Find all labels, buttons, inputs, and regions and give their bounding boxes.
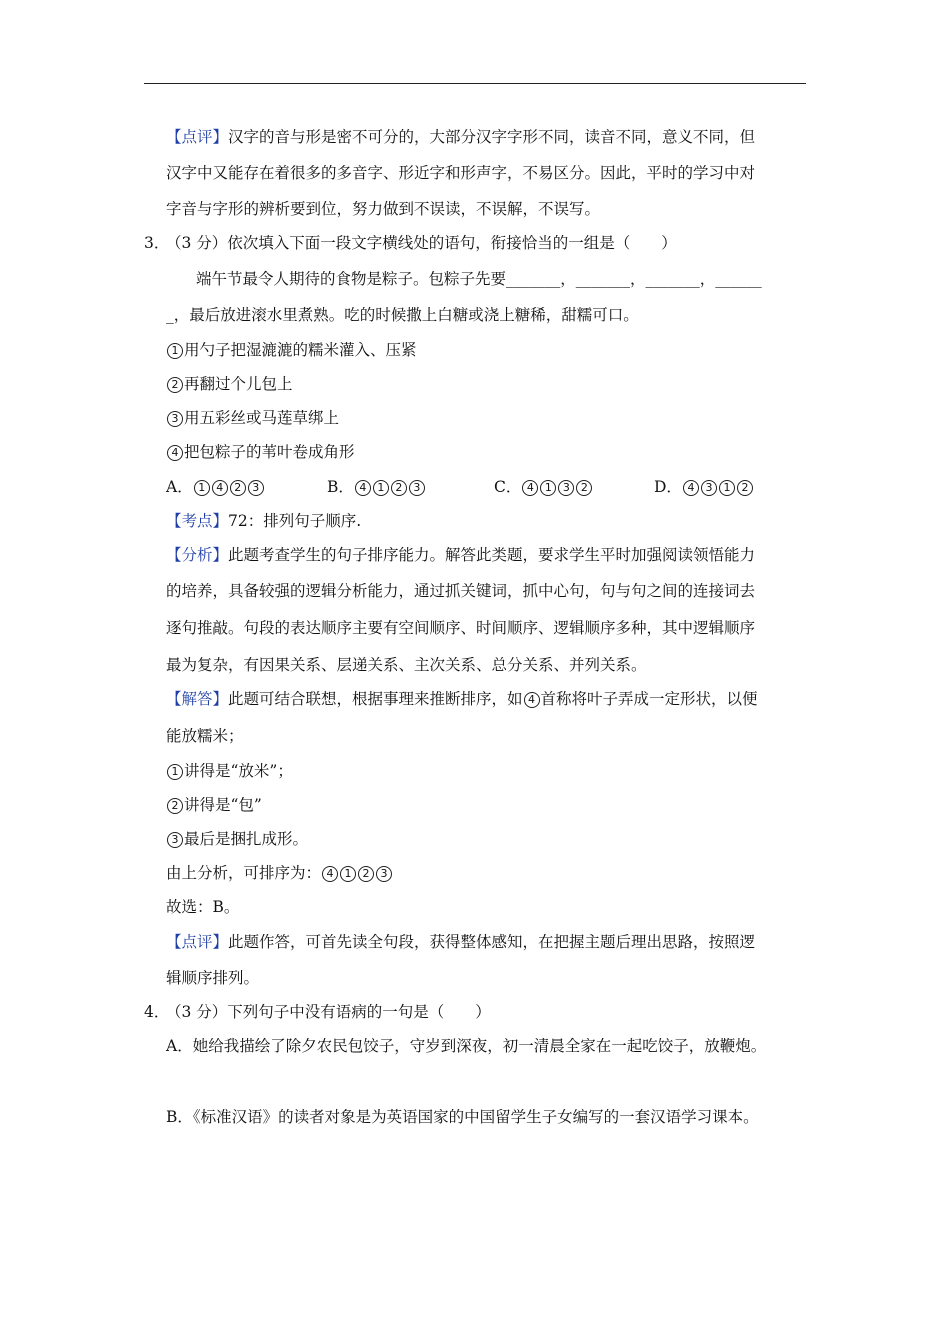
- answer-step: [166, 795, 262, 815]
- circled-number: 2: [358, 866, 374, 882]
- comment-tag: 【点评】: [166, 933, 229, 951]
- option-label: D．: [654, 478, 682, 496]
- list-item-text: 用五彩丝或马莲草绑上: [184, 409, 340, 427]
- answer-line: [166, 689, 758, 709]
- question-number: 3．: [144, 234, 170, 252]
- answer-step-text: 讲得是“包”: [184, 796, 262, 814]
- option-b: [327, 477, 426, 497]
- comment-line: [166, 127, 755, 147]
- circled-number: 1: [540, 480, 556, 496]
- circled-number: 2: [167, 377, 183, 393]
- answer-text: 首称将叶子弄成一定形状，以便: [540, 690, 758, 708]
- circled-number: 2: [167, 798, 183, 814]
- list-item: [166, 340, 417, 360]
- question-3-stem: [144, 233, 677, 253]
- circled-number: 4: [167, 445, 183, 461]
- analysis-tag: 【分析】: [166, 546, 229, 564]
- option-label: C．: [494, 478, 522, 496]
- comment-text: 此题作答，可首先读全句段，获得整体感知，在把握主题后理出思路，按照逻: [228, 933, 756, 951]
- option-d: [654, 477, 754, 497]
- analysis-line: 最为复杂，有因果关系、层递关系、主次关系、总分关系、并列关系。: [166, 656, 647, 674]
- list-item-text: 再翻过个儿包上: [184, 375, 293, 393]
- list-item: [166, 374, 293, 394]
- comment-line: 汉字中又能存在着很多的多音字、形近字和形声字，不易区分。因此，平时的学习中对: [166, 164, 756, 182]
- circled-number: 3: [376, 866, 392, 882]
- circled-number: 1: [167, 343, 183, 359]
- circled-number: 3: [701, 480, 717, 496]
- analysis-text: 此题考查学生的句子排序能力。解答此类题，要求学生平时加强阅读领悟能力: [228, 546, 756, 564]
- comment-line: [166, 932, 755, 952]
- answer-tag: 【解答】: [166, 690, 229, 708]
- circled-number: 3: [558, 480, 574, 496]
- circled-number: 2: [737, 480, 753, 496]
- analysis-line: 逐句推敲。句段的表达顺序主要有空间顺序、时间顺序、逻辑顺序多种，其中逻辑顺序: [166, 619, 756, 637]
- circled-number: 3: [248, 480, 264, 496]
- comment-line: 字音与字形的辨析要到位，努力做到不误读，不误解，不误写。: [166, 200, 601, 218]
- circled-number: 3: [167, 832, 183, 848]
- option-a: A．她给我描绘了除夕农民包饺子，守岁到深夜，初一清晨全家在一起吃饺子，放鞭炮。: [166, 1037, 767, 1055]
- answer-step: [166, 829, 308, 849]
- question-4-stem: [144, 1002, 491, 1022]
- list-item-text: 把包粽子的苇叶卷成角形: [184, 443, 355, 461]
- circled-number: 3: [409, 480, 425, 496]
- kaodian-text: 72：排列句子顺序.: [228, 512, 362, 530]
- option-label: A．: [166, 478, 193, 496]
- analysis-line: [166, 545, 755, 565]
- answer-step-text: 最后是捆扎成形。: [184, 830, 309, 848]
- circled-number: 4: [355, 480, 371, 496]
- question-text: （3 分）下列句子中没有语病的一句是（ ）: [166, 1003, 491, 1021]
- circled-number: 3: [167, 411, 183, 427]
- circled-number: 1: [719, 480, 735, 496]
- circled-number: 2: [576, 480, 592, 496]
- circled-number: 2: [391, 480, 407, 496]
- circled-number: 1: [167, 764, 183, 780]
- list-item-text: 用勺子把湿漉漉的糯米灌入、压紧: [184, 341, 417, 359]
- passage-line: _，最后放进滚水里煮熟。吃的时候撒上白糖或浇上糖稀，甜糯可口。: [166, 306, 639, 324]
- header-rule: [144, 83, 806, 84]
- list-item: [166, 408, 339, 428]
- answer-summary: [166, 863, 393, 883]
- answer-step: [166, 761, 293, 781]
- question-number: 4．: [144, 1003, 170, 1021]
- comment-tag: 【点评】: [166, 128, 229, 146]
- list-item: [166, 442, 355, 462]
- circled-number: 4: [683, 480, 699, 496]
- option-b: B．《标准汉语》的读者对象是为英语国家的中国留学生子女编写的一套汉语学习课本。: [166, 1108, 759, 1126]
- option-label: B．: [327, 478, 354, 496]
- option-a: [166, 477, 265, 497]
- circled-number: 4: [322, 866, 338, 882]
- circled-number: 1: [194, 480, 210, 496]
- answer-choice: 故选：B。: [166, 898, 240, 916]
- circled-number: 4: [212, 480, 228, 496]
- question-text: （3 分）依次填入下面一段文字横线处的语句，衔接恰当的一组是（ ）: [166, 234, 677, 252]
- passage-line: 端午节最令人期待的食物是粽子。包粽子先要_______，_______，_______，______: [196, 270, 762, 288]
- kaodian-tag: 【考点】: [166, 512, 229, 530]
- circled-number: 1: [373, 480, 389, 496]
- answer-summary-text: 由上分析，可排序为：: [166, 864, 322, 882]
- circled-number: 2: [230, 480, 246, 496]
- circled-number: 4: [522, 480, 538, 496]
- comment-text: 汉字的音与形是密不可分的，大部分汉字字形不同，读音不同，意义不同，但: [228, 128, 756, 146]
- answer-line: 能放糯米；: [166, 727, 244, 745]
- answer-step-text: 讲得是“放米”；: [184, 762, 293, 780]
- answer-text: 此题可结合联想，根据事理来推断排序，如: [228, 690, 523, 708]
- kaodian-line: [166, 511, 361, 531]
- option-c: [494, 477, 593, 497]
- analysis-line: 的培养，具备较强的逻辑分析能力，通过抓关键词，抓中心句，句与句之间的连接词去: [166, 582, 756, 600]
- circled-number: 1: [340, 866, 356, 882]
- comment-line: 辑顺序排列。: [166, 969, 260, 987]
- circled-number: 4: [524, 692, 540, 708]
